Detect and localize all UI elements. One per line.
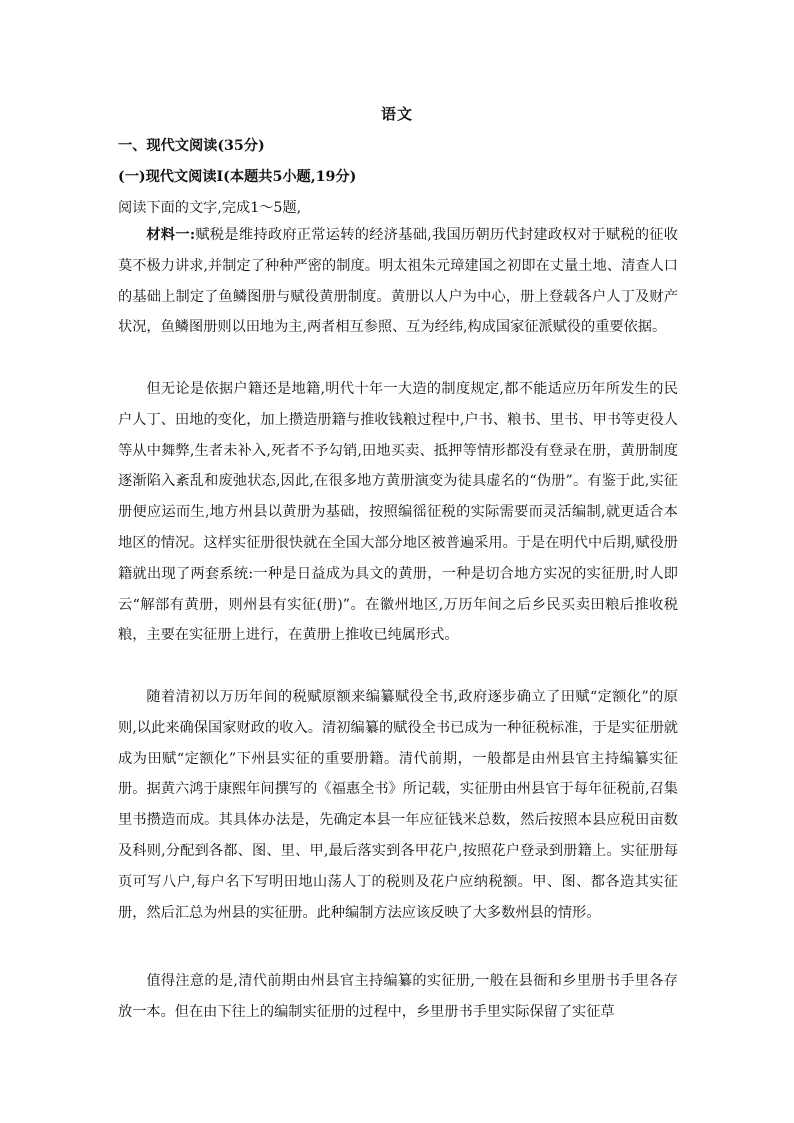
paragraph-3: 随着清初以万历年间的税赋原额来编纂赋役全书,政府逐步确立了田赋“定额化”的原则,以此来确保国家财政的收入。清初编纂的赋役全书已成为一种征税标准，于是实征册就成为田赋“定额化”下州县实征的重要册籍。清代前期，一般都是由州县官主持编纂实征册。据黄六鸿于康熙年间撰写的《福惠全书》所记载，实征册由州县官于每年征税前,召集里书攒造而成。其具体办法是，先确定本县一年应征钱米总数，然后按照本县应税田亩数及科则,分配到各都、图、里、甲,最后落实到各甲花户,按照花户登录到册籍上。实征册每页可写八户,每户名下写明田地山荡人丁的税则及花户应纳税额。甲、图、都各造其实征册，然后汇总为州县的实征册。此种编制方法应该反映了大多数州县的情形。 xyxy=(118,689,678,921)
paragraph-1-text: 赋税是维持政府正常运转的经济基础,我国历朝历代封建政权对于赋税的征收莫不极力讲求,并制定了种种严密的制度。明太祖朱元璋建国之初即在丈量土地、清查人口的基础上制定了鱼鳞图册与赋役黄册制度。黄册以人户为中心，册上登载各户人丁及财产状况，鱼鳞图册则以田地为主,两者相互参照、互为经纬,构成国家征派赋役的重要依据。 xyxy=(118,227,678,336)
paragraph-2: 但无论是依据户籍还是地籍,明代十年一大造的制度规定,都不能适应历年所发生的民户人丁、田地的变化，加上攒造册籍与推收钱粮过程中,户书、粮书、里书、甲书等吏役人等从中舞弊,生者未补入,死者不予勾销,田地买卖、抵押等情形都没有登录在册，黄册制度逐渐陷入紊乱和废弛状态,因此,在很多地方黄册演变为徒具虚名的“伪册”。有鉴于此,实征册便应运而生,地方州县以黄册为基础，按照编徭征税的实际需要而灵活编制,就更适合本地区的情况。这样实征册很快就在全国大部分地区被普遍采用。于是在明代中后期,赋役册籍就出现了两套系统:一种是日益成为具文的黄册，一种是切合地方实况的实征册,时人即云“解部有黄册，则州县有实征(册)”。在徽州地区,万历年间之后乡民买卖田粮后推收税粮，主要在实征册上进行，在黄册上推收已纯属形式。 xyxy=(118,381,678,644)
paragraph-1 xyxy=(118,220,678,343)
material-label: 材料一: xyxy=(146,227,196,243)
section-heading: 一、现代文阅读(35分) xyxy=(118,138,265,154)
instruction-text: 阅读下面的文字,完成1～5题, xyxy=(118,200,302,216)
subsection-heading: (一)现代文阅读Ⅰ(本题共5小题,19分) xyxy=(118,169,357,185)
paragraph-4: 值得注意的是,清代前期由州县官主持编纂的实征册,一般在县衙和乡里册书手里各存放一本。但在由下往上的编制实征册的过程中，乡里册书手里实际保留了实征草 xyxy=(118,973,678,1020)
page-title: 语文 xyxy=(380,105,413,123)
